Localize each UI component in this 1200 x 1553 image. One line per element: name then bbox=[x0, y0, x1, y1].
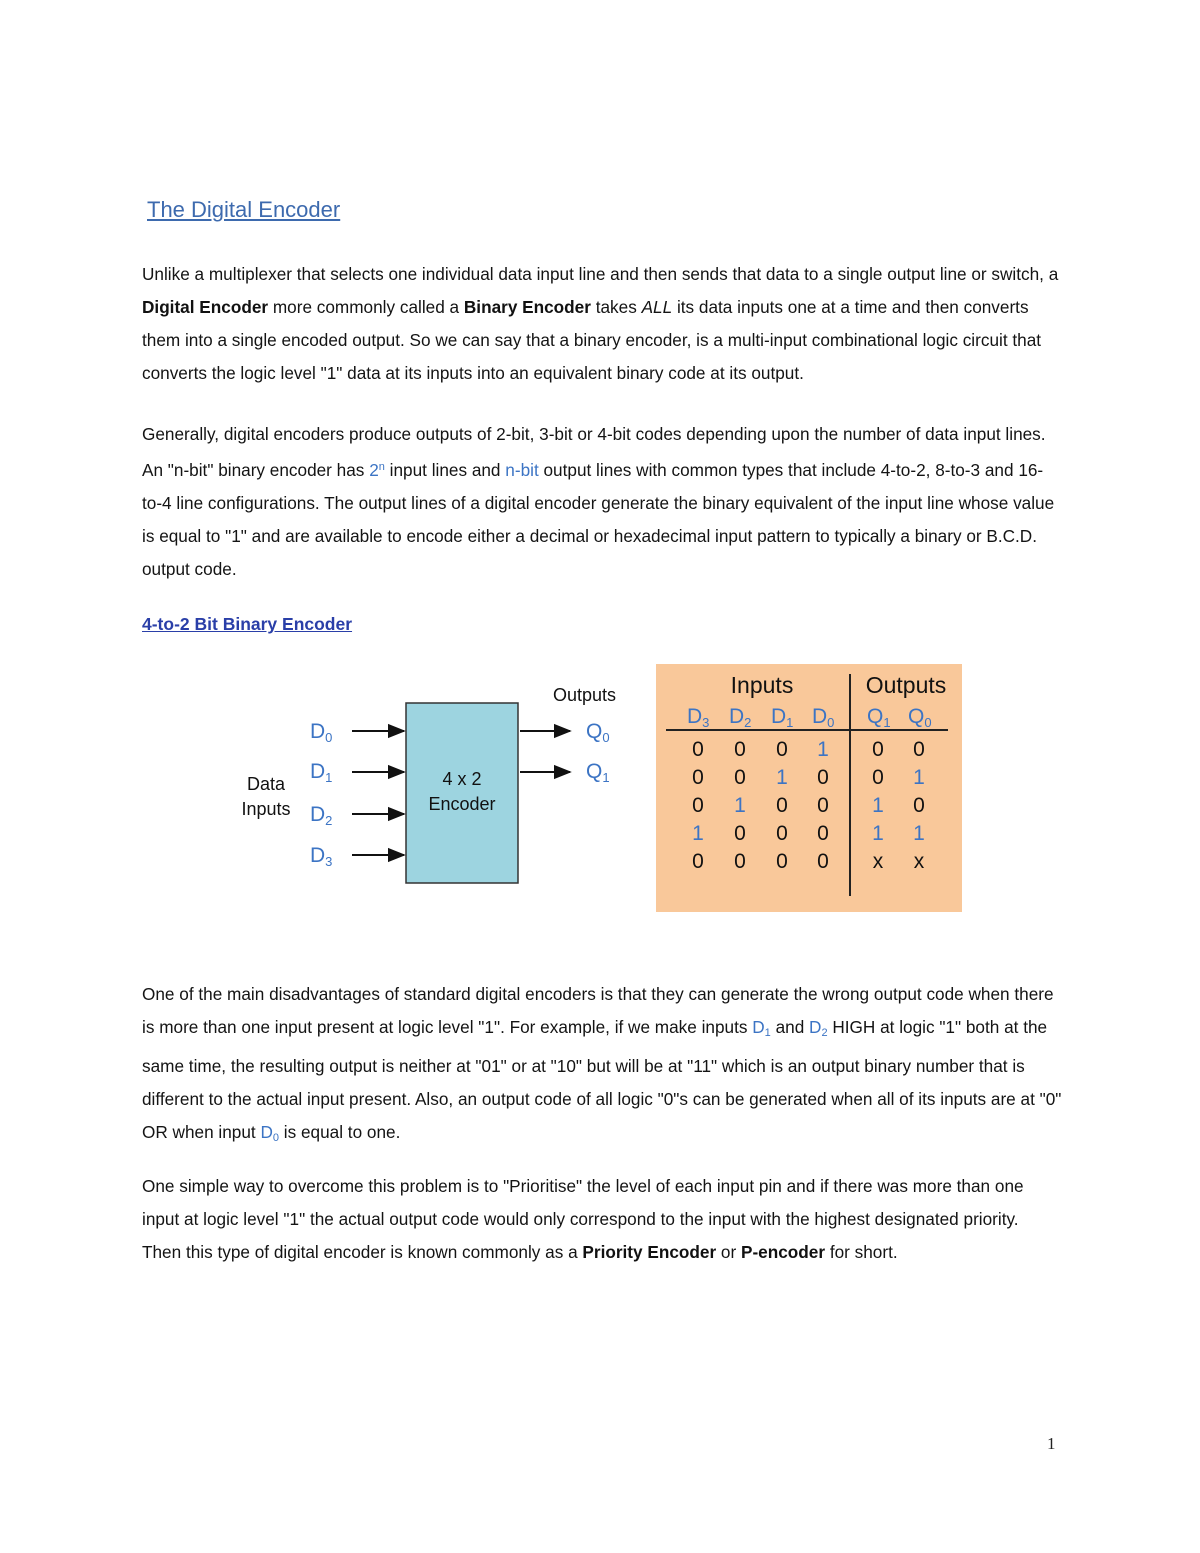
encoder-box-label-1: 4 x 2 bbox=[442, 769, 482, 789]
column-header: Q0 bbox=[908, 705, 932, 730]
table-cell: 0 bbox=[872, 766, 884, 789]
text: its data inputs one at a time and then converts them into a single encoded output. So we can say that a binary encoder, is a multi-input combinational logic circuit that converts the logic level "1" data at its inputs into an equivalent binary code at its output. bbox=[142, 297, 1042, 383]
table-cell: 0 bbox=[776, 794, 788, 817]
table-cell: x bbox=[913, 850, 925, 873]
power-exponent: n bbox=[378, 461, 385, 473]
table-cell: 0 bbox=[692, 850, 704, 873]
table-cell: 1 bbox=[692, 822, 704, 845]
table-cell: 1 bbox=[913, 822, 925, 845]
page-number: 1 bbox=[1047, 1434, 1056, 1453]
text: is equal to one. bbox=[279, 1122, 401, 1142]
table-cell: 0 bbox=[692, 766, 704, 789]
table-cell: 1 bbox=[872, 822, 884, 845]
table-cell: 0 bbox=[776, 850, 788, 873]
data-label: Data bbox=[246, 774, 286, 794]
page-title: The Digital Encoder bbox=[147, 197, 341, 222]
output-label-q1: Q1 bbox=[586, 760, 610, 785]
bold-term-p-encoder: P-encoder bbox=[740, 1242, 826, 1262]
column-header: D0 bbox=[812, 705, 835, 730]
paragraph-general bbox=[142, 418, 1062, 586]
bold-term-priority-encoder: Priority Encoder bbox=[582, 1242, 717, 1262]
input-label-d0: D0 bbox=[310, 720, 333, 745]
output-label-q0: Q0 bbox=[586, 720, 610, 745]
encoder-box bbox=[406, 703, 518, 883]
text: Generally, digital encoders produce outputs of 2-bit, 3-bit or 4-bit codes depending upon the number of data input lines. An "n-bit" binary encoder has bbox=[142, 424, 1046, 480]
text: One of the main disadvantages of standard digital encoders is that they can generate the wrong output code when there is more than one input present at logic level "1". For example, if we make inputs bbox=[142, 984, 1054, 1037]
text: input lines and bbox=[384, 460, 506, 480]
paragraph-priority bbox=[142, 1170, 1062, 1269]
input-label-d3: D3 bbox=[310, 844, 333, 869]
inputs-label: Inputs bbox=[241, 799, 291, 819]
outputs-label: Outputs bbox=[553, 685, 617, 705]
paragraph-intro bbox=[142, 258, 1062, 390]
column-header: Q1 bbox=[867, 705, 891, 730]
n-bit-term: n-bit bbox=[505, 460, 539, 480]
text: more commonly called a bbox=[268, 297, 464, 317]
input-d2-ref: $D_2$ bbox=[809, 1017, 828, 1039]
table-cell: 0 bbox=[734, 766, 746, 789]
bold-term-digital-encoder: Digital Encoder bbox=[142, 297, 269, 317]
input-label-d2: D2 bbox=[310, 803, 333, 828]
bold-term-binary-encoder: Binary Encoder bbox=[463, 297, 591, 317]
table-cell: 0 bbox=[734, 850, 746, 873]
table-cell: 0 bbox=[817, 766, 829, 789]
input-d0-ref: $D_0$ bbox=[260, 1122, 280, 1144]
text: One simple way to overcome this problem is to "Prioritise" the level of each input pin and if there was more than one input at logic level "1" the actual output code would only correspond to the input with the highest designated priority. Then this type of digital encoder is known commonly as a bbox=[142, 1176, 1024, 1262]
power-of-two bbox=[369, 460, 385, 480]
table-cell: 1 bbox=[734, 794, 746, 817]
text: takes bbox=[590, 297, 642, 317]
table-cell: 0 bbox=[817, 822, 829, 845]
table-cell: 0 bbox=[692, 738, 704, 761]
outputs-header: Outputs bbox=[865, 672, 947, 698]
text: HIGH at logic "1" both at the same time, the resulting output is neither at "01" or at "10" but will be at "11" which is an output binary number that is different to the actual input present. Also, an output code of all logic "0"s can be generated when all of its inputs are at "0" OR when input bbox=[142, 1017, 1062, 1142]
table-cell: 0 bbox=[692, 794, 704, 817]
table-cell: 0 bbox=[776, 738, 788, 761]
table-cell: 1 bbox=[913, 766, 925, 789]
table-cell: 0 bbox=[872, 738, 884, 761]
encoder-block-diagram bbox=[230, 672, 640, 902]
inputs-header: Inputs bbox=[730, 672, 794, 698]
table-cell: 0 bbox=[817, 794, 829, 817]
input-label-d1: D1 bbox=[310, 760, 333, 785]
encoder-box-label-2: Encoder bbox=[428, 794, 496, 814]
table-cell: 0 bbox=[734, 822, 746, 845]
table-cell: 1 bbox=[817, 738, 829, 761]
section-heading: 4-to-2 Bit Binary Encoder bbox=[142, 614, 353, 634]
paragraph-disadvantages bbox=[142, 978, 1062, 1155]
table-cell: 1 bbox=[872, 794, 884, 817]
table-cell: 0 bbox=[913, 738, 925, 761]
text: or bbox=[716, 1242, 741, 1262]
table-cell: 0 bbox=[817, 850, 829, 873]
column-header: D1 bbox=[771, 705, 794, 730]
table-cell: 0 bbox=[734, 738, 746, 761]
table-cell: 0 bbox=[776, 822, 788, 845]
truth-table bbox=[656, 664, 962, 912]
table-cell: 0 bbox=[913, 794, 925, 817]
column-header: D3 bbox=[687, 705, 710, 730]
text: output lines with common types that include 4-to-2, 8-to-3 and 16-to-4 line configurations. The output lines of a digital encoder generate the binary equivalent of the input line whose value is equal to "1" and are available to encode either a decimal or hexadecimal input pattern to typically a binary or B.C.D. output code. bbox=[142, 460, 1055, 579]
column-header: D2 bbox=[729, 705, 752, 730]
italic-all: ALL bbox=[641, 297, 673, 317]
input-d1-ref: $D_1$ bbox=[752, 1017, 771, 1039]
table-cell: x bbox=[872, 850, 884, 873]
text: for short. bbox=[825, 1242, 898, 1262]
power-base: 2 bbox=[369, 460, 379, 480]
text: Unlike a multiplexer that selects one individual data input line and then sends that data to a single output line or switch, a bbox=[142, 264, 1059, 284]
text: and bbox=[770, 1017, 810, 1037]
table-cell: 1 bbox=[776, 766, 788, 789]
